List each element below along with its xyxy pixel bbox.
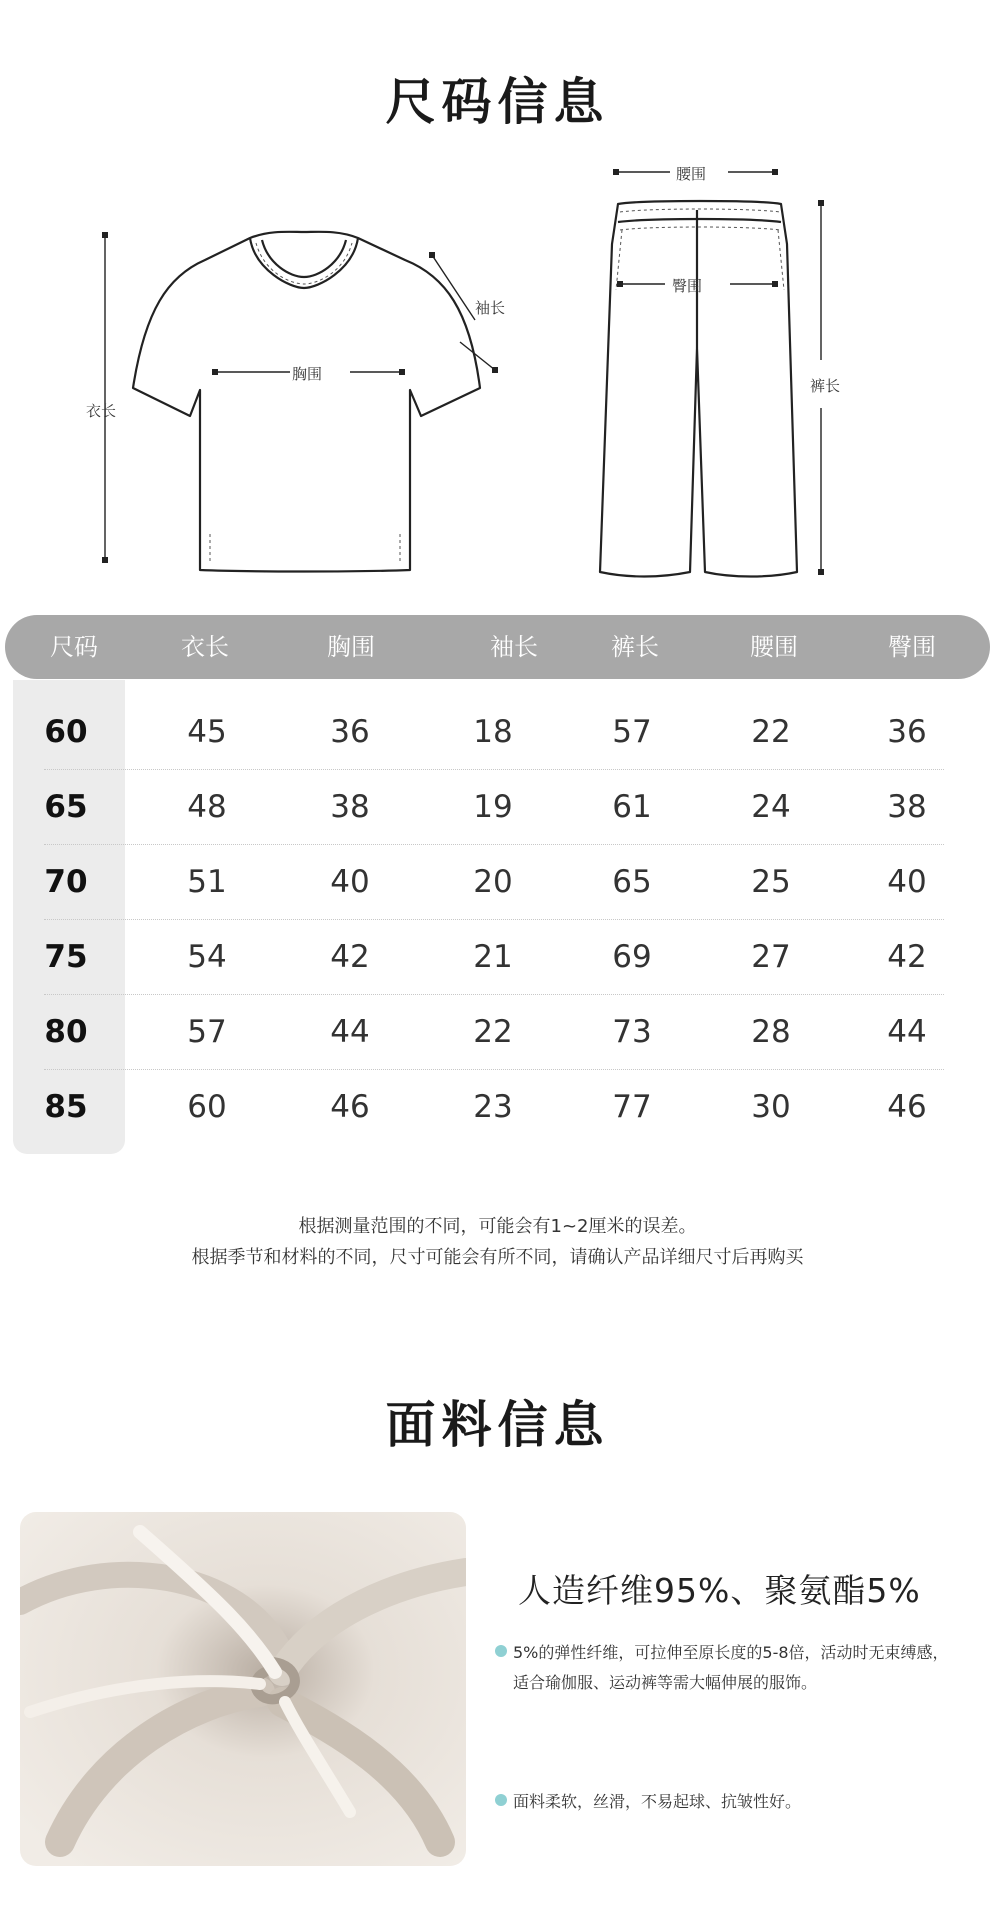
cell-hip: 44 (887, 1014, 927, 1050)
header-waist: 腰围 (750, 633, 798, 661)
cell-waist: 27 (751, 939, 791, 975)
cell-hip: 46 (887, 1089, 927, 1125)
label-length: 衣长 (86, 402, 117, 420)
size-section-title: 尺码信息 (385, 73, 610, 131)
cell-hip: 36 (887, 714, 927, 750)
cell-hip: 38 (887, 789, 927, 825)
cell-chest: 44 (330, 1014, 370, 1050)
feature-stretch-line1: 5%的弹性纤维，可拉伸至原长度的5-8倍，活动时无束缚感， (513, 1643, 949, 1662)
cell-sleeve: 21 (473, 939, 513, 975)
cell-pants-length: 69 (612, 939, 652, 975)
cell-waist: 28 (751, 1014, 791, 1050)
cell-pants-length: 61 (612, 789, 652, 825)
table-row (0, 1070, 995, 1144)
measurement-note: 根据测量范围的不同，可能会有1~2厘米的误差。 (298, 1216, 697, 1237)
size-table-header (5, 615, 990, 679)
label-chest: 胸围 (292, 365, 323, 383)
cell-chest: 38 (330, 789, 370, 825)
cell-size: 70 (44, 864, 88, 900)
season-note: 根据季节和材料的不同，尺寸可能会有所不同，请确认产品详细尺寸后再购买 (191, 1247, 804, 1268)
cell-sleeve: 18 (473, 714, 513, 750)
cell-length: 60 (187, 1089, 227, 1125)
cell-sleeve: 19 (473, 789, 513, 825)
fabric-section-title: 面料信息 (385, 1396, 610, 1454)
feature-soft: 面料柔软，丝滑，不易起球、抗皱性好。 (513, 1792, 802, 1811)
cell-size: 85 (44, 1089, 88, 1125)
cell-chest: 36 (330, 714, 370, 750)
cell-sleeve: 22 (473, 1014, 513, 1050)
cell-chest: 42 (330, 939, 370, 975)
label-hip: 臀围 (672, 277, 703, 295)
cell-pants-length: 65 (612, 864, 652, 900)
cell-pants-length: 73 (612, 1014, 652, 1050)
table-row (0, 770, 995, 844)
cell-hip: 40 (887, 864, 927, 900)
label-waist: 腰围 (676, 165, 707, 183)
cell-waist: 25 (751, 864, 791, 900)
cell-length: 54 (187, 939, 227, 975)
cell-pants-length: 77 (612, 1089, 652, 1125)
cell-length: 51 (187, 864, 227, 900)
label-pants-length: 裤长 (810, 377, 841, 395)
table-row (0, 995, 995, 1069)
fabric-composition: 人造纤维95%、聚氨酯5% (518, 1571, 921, 1610)
cell-chest: 40 (330, 864, 370, 900)
header-length: 衣长 (181, 633, 229, 661)
label-sleeve: 袖长 (475, 299, 506, 317)
cell-chest: 46 (330, 1089, 370, 1125)
cell-size: 75 (44, 939, 88, 975)
header-hip: 臀围 (888, 633, 936, 661)
cell-waist: 30 (751, 1089, 791, 1125)
table-row (0, 845, 995, 919)
fabric-photo (20, 1512, 466, 1866)
bullet-dot-icon (495, 1794, 507, 1806)
cell-sleeve: 23 (473, 1089, 513, 1125)
cell-size: 60 (44, 714, 88, 750)
cell-pants-length: 57 (612, 714, 652, 750)
cell-length: 48 (187, 789, 227, 825)
cell-length: 57 (187, 1014, 227, 1050)
bullet-dot-icon (495, 1645, 507, 1657)
header-size: 尺码 (50, 633, 98, 661)
cell-size: 80 (44, 1014, 88, 1050)
fabric-swirl-image (20, 1512, 466, 1866)
table-row (0, 920, 995, 994)
header-sleeve: 袖长 (490, 633, 538, 661)
cell-waist: 24 (751, 789, 791, 825)
feature-stretch-line2: 适合瑜伽服、运动裤等需大幅伸展的服饰。 (513, 1673, 818, 1692)
cell-hip: 42 (887, 939, 927, 975)
header-chest: 胸围 (327, 633, 375, 661)
size-diagram (0, 160, 995, 600)
cell-waist: 22 (751, 714, 791, 750)
garment-illustration (0, 160, 995, 600)
cell-sleeve: 20 (473, 864, 513, 900)
header-pants-length: 裤长 (611, 633, 659, 661)
table-row (0, 695, 995, 769)
cell-size: 65 (44, 789, 88, 825)
cell-length: 45 (187, 714, 227, 750)
